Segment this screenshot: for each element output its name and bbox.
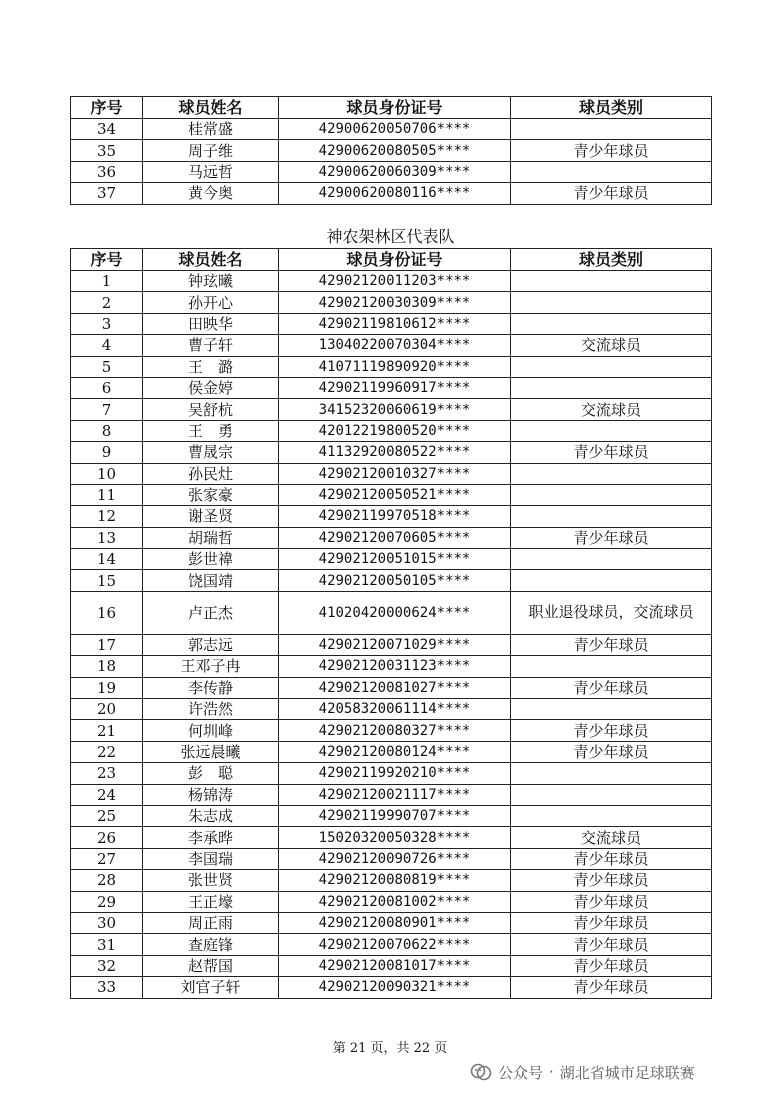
cell-player-type: 交流球员	[511, 335, 712, 356]
cell-number: 6	[71, 377, 143, 398]
header-number: 序号	[71, 97, 143, 119]
cell-number: 3	[71, 313, 143, 334]
cell-player-id: 42902120081002****	[279, 891, 511, 912]
cell-number: 10	[71, 463, 143, 484]
table-row	[71, 805, 712, 826]
cell-number: 25	[71, 805, 143, 826]
cell-player-name: 饶国靖	[143, 570, 279, 591]
table-row	[71, 420, 712, 441]
cell-player-id: 42900620080116****	[279, 183, 511, 204]
cell-number: 9	[71, 442, 143, 463]
table-row	[71, 356, 712, 377]
cell-player-type: 交流球员	[511, 827, 712, 848]
table-row	[71, 656, 712, 677]
cell-player-type	[511, 656, 712, 677]
cell-player-name: 彭世禕	[143, 549, 279, 570]
cell-number: 22	[71, 741, 143, 762]
cell-number: 34	[71, 119, 143, 140]
cell-player-name: 王 潞	[143, 356, 279, 377]
cell-number: 4	[71, 335, 143, 356]
cell-player-name: 杨锦涛	[143, 784, 279, 805]
table-row	[71, 699, 712, 720]
table-row	[71, 634, 712, 655]
cell-player-name: 张世贤	[143, 870, 279, 891]
cell-player-type	[511, 549, 712, 570]
cell-player-type	[511, 271, 712, 292]
cell-player-id: 42902120090321****	[279, 977, 511, 998]
table-row	[71, 827, 712, 848]
cell-number: 30	[71, 912, 143, 933]
cell-player-name: 孙民灶	[143, 463, 279, 484]
cell-player-type	[511, 570, 712, 591]
table-row	[71, 591, 712, 634]
table-row	[71, 934, 712, 955]
roster-table-shennongjia	[70, 248, 712, 999]
cell-player-name: 马远哲	[143, 161, 279, 182]
cell-player-id: 42902120080327****	[279, 720, 511, 741]
table-row	[71, 891, 712, 912]
table-row	[71, 377, 712, 398]
cell-player-type	[511, 463, 712, 484]
watermark	[470, 1060, 695, 1084]
cell-number: 5	[71, 356, 143, 377]
cell-number: 16	[71, 591, 143, 634]
cell-player-name: 胡瑞哲	[143, 527, 279, 548]
cell-player-type	[511, 763, 712, 784]
cell-player-name: 张家豪	[143, 484, 279, 505]
cell-player-id: 42902120050105****	[279, 570, 511, 591]
cell-number: 21	[71, 720, 143, 741]
table-header-row	[71, 249, 712, 271]
cell-player-name: 桂常盛	[143, 119, 279, 140]
table-row	[71, 399, 712, 420]
cell-player-id: 42012219800520****	[279, 420, 511, 441]
cell-player-name: 卢正杰	[143, 591, 279, 634]
cell-player-id: 42902120080901****	[279, 912, 511, 933]
cell-player-name: 王邓子冉	[143, 656, 279, 677]
cell-player-name: 何圳峰	[143, 720, 279, 741]
table-row	[71, 677, 712, 698]
cell-player-type: 青少年球员	[511, 677, 712, 698]
cell-player-id: 42900620060309****	[279, 161, 511, 182]
cell-player-name: 李承晔	[143, 827, 279, 848]
cell-player-name: 周子维	[143, 140, 279, 161]
cell-player-id: 42902120010327****	[279, 463, 511, 484]
cell-player-id: 42902119990707****	[279, 805, 511, 826]
cell-player-name: 张远晨曦	[143, 741, 279, 762]
table-row	[71, 463, 712, 484]
header-player-id: 球员身份证号	[279, 249, 511, 271]
cell-player-type: 青少年球员	[511, 720, 712, 741]
header-player-name: 球员姓名	[143, 97, 279, 119]
watermark-label: 公众号	[498, 1063, 544, 1082]
cell-player-type	[511, 292, 712, 313]
cell-number: 17	[71, 634, 143, 655]
cell-player-type	[511, 805, 712, 826]
cell-player-type: 青少年球员	[511, 741, 712, 762]
table-row	[71, 506, 712, 527]
cell-player-type: 青少年球员	[511, 977, 712, 998]
cell-number: 15	[71, 570, 143, 591]
header-number: 序号	[71, 249, 143, 271]
cell-player-type: 青少年球员	[511, 934, 712, 955]
cell-player-type: 职业退役球员，交流球员	[511, 591, 712, 634]
table-row	[71, 335, 712, 356]
cell-player-name: 查庭锋	[143, 934, 279, 955]
cell-number: 8	[71, 420, 143, 441]
cell-player-type	[511, 506, 712, 527]
cell-player-name: 刘官子轩	[143, 977, 279, 998]
cell-player-type: 青少年球员	[511, 891, 712, 912]
cell-player-id: 13040220070304****	[279, 335, 511, 356]
cell-number: 31	[71, 934, 143, 955]
cell-player-name: 田映华	[143, 313, 279, 334]
cell-player-id: 42902120090726****	[279, 848, 511, 869]
cell-number: 1	[71, 271, 143, 292]
table-header-row	[71, 97, 712, 119]
cell-player-id: 42902120051015****	[279, 549, 511, 570]
cell-player-name: 李传静	[143, 677, 279, 698]
cell-player-id: 41132920080522****	[279, 442, 511, 463]
team-title: 神农架林区代表队	[326, 227, 455, 246]
cell-player-name: 曹子轩	[143, 335, 279, 356]
cell-player-type: 青少年球员	[511, 870, 712, 891]
wechat-official-account-icon	[470, 1063, 492, 1081]
cell-player-name: 郭志远	[143, 634, 279, 655]
cell-number: 33	[71, 977, 143, 998]
cell-player-type: 青少年球员	[511, 140, 712, 161]
cell-player-name: 朱志成	[143, 805, 279, 826]
table-row	[71, 527, 712, 548]
table-row	[71, 549, 712, 570]
cell-number: 23	[71, 763, 143, 784]
cell-player-name: 钟玹曦	[143, 271, 279, 292]
cell-player-id: 42902119970518****	[279, 506, 511, 527]
table-row	[71, 119, 712, 140]
cell-player-type	[511, 784, 712, 805]
cell-player-id: 41020420000624****	[279, 591, 511, 634]
cell-number: 37	[71, 183, 143, 204]
header-player-id: 球员身份证号	[279, 97, 511, 119]
cell-player-id: 42902120081017****	[279, 955, 511, 976]
cell-player-type	[511, 356, 712, 377]
cell-number: 13	[71, 527, 143, 548]
cell-player-name: 吴舒杭	[143, 399, 279, 420]
cell-player-type	[511, 377, 712, 398]
cell-player-id: 42902120080819****	[279, 870, 511, 891]
cell-number: 14	[71, 549, 143, 570]
cell-number: 19	[71, 677, 143, 698]
cell-player-type	[511, 420, 712, 441]
cell-number: 28	[71, 870, 143, 891]
cell-player-id: 42902120030309****	[279, 292, 511, 313]
watermark-account: 湖北省城市足球联赛	[559, 1063, 695, 1082]
cell-player-name: 侯金婷	[143, 377, 279, 398]
table-row	[71, 912, 712, 933]
cell-number: 20	[71, 699, 143, 720]
cell-number: 11	[71, 484, 143, 505]
cell-player-name: 黄今奥	[143, 183, 279, 204]
table-row	[71, 140, 712, 161]
cell-player-id: 42902119920210****	[279, 763, 511, 784]
header-player-type: 球员类别	[511, 249, 712, 271]
cell-player-id: 42058320061114****	[279, 699, 511, 720]
header-player-type: 球员类别	[511, 97, 712, 119]
cell-player-name: 孙开心	[143, 292, 279, 313]
cell-player-type: 青少年球员	[511, 955, 712, 976]
roster-table-continued	[70, 96, 712, 205]
cell-player-name: 周正雨	[143, 912, 279, 933]
table-row	[71, 183, 712, 204]
cell-number: 26	[71, 827, 143, 848]
cell-player-name: 曹晟宗	[143, 442, 279, 463]
cell-player-name: 王 勇	[143, 420, 279, 441]
table-row	[71, 484, 712, 505]
cell-player-type: 青少年球员	[511, 183, 712, 204]
cell-number: 7	[71, 399, 143, 420]
cell-player-id: 42900620050706****	[279, 119, 511, 140]
cell-player-type: 青少年球员	[511, 912, 712, 933]
cell-player-id: 34152320060619****	[279, 399, 511, 420]
cell-player-type: 青少年球员	[511, 442, 712, 463]
page-number: 第 21 页，共 22 页	[332, 1041, 448, 1056]
table-row	[71, 720, 712, 741]
cell-player-type: 青少年球员	[511, 527, 712, 548]
cell-player-id: 42902120011203****	[279, 271, 511, 292]
cell-player-name: 赵帮国	[143, 955, 279, 976]
cell-player-type	[511, 484, 712, 505]
cell-player-id: 42900620080505****	[279, 140, 511, 161]
cell-player-name: 彭 聪	[143, 763, 279, 784]
cell-player-id: 42902119810612****	[279, 313, 511, 334]
cell-number: 36	[71, 161, 143, 182]
cell-player-id: 42902120050521****	[279, 484, 511, 505]
cell-number: 2	[71, 292, 143, 313]
cell-player-id: 42902120070605****	[279, 527, 511, 548]
table-body	[71, 119, 712, 205]
table-row	[71, 161, 712, 182]
cell-number: 12	[71, 506, 143, 527]
table-row	[71, 313, 712, 334]
cell-player-id: 42902120021117****	[279, 784, 511, 805]
cell-number: 32	[71, 955, 143, 976]
cell-player-type	[511, 161, 712, 182]
cell-player-type	[511, 699, 712, 720]
cell-number: 29	[71, 891, 143, 912]
table-row	[71, 292, 712, 313]
table-row	[71, 570, 712, 591]
cell-player-type	[511, 313, 712, 334]
cell-player-id: 42902120031123****	[279, 656, 511, 677]
table-row	[71, 955, 712, 976]
cell-player-type: 青少年球员	[511, 634, 712, 655]
table-body	[71, 271, 712, 999]
table-row	[71, 741, 712, 762]
cell-player-name: 李国瑞	[143, 848, 279, 869]
watermark-separator: ·	[549, 1063, 554, 1081]
table-row	[71, 763, 712, 784]
header-player-name: 球员姓名	[143, 249, 279, 271]
cell-player-type: 交流球员	[511, 399, 712, 420]
cell-player-name: 王正壕	[143, 891, 279, 912]
table-row	[71, 442, 712, 463]
cell-number: 24	[71, 784, 143, 805]
table-row	[71, 784, 712, 805]
cell-player-id: 42902120071029****	[279, 634, 511, 655]
cell-player-type: 青少年球员	[511, 848, 712, 869]
cell-player-name: 许浩然	[143, 699, 279, 720]
cell-player-name: 谢圣贤	[143, 506, 279, 527]
table-row	[71, 848, 712, 869]
cell-player-id: 42902120080124****	[279, 741, 511, 762]
cell-player-id: 42902120081027****	[279, 677, 511, 698]
cell-player-id: 42902119960917****	[279, 377, 511, 398]
cell-player-id: 41071119890920****	[279, 356, 511, 377]
cell-number: 35	[71, 140, 143, 161]
table-row	[71, 870, 712, 891]
cell-number: 27	[71, 848, 143, 869]
cell-player-id: 15020320050328****	[279, 827, 511, 848]
cell-player-id: 42902120070622****	[279, 934, 511, 955]
cell-number: 18	[71, 656, 143, 677]
cell-player-type	[511, 119, 712, 140]
table-row	[71, 977, 712, 998]
table-row	[71, 271, 712, 292]
